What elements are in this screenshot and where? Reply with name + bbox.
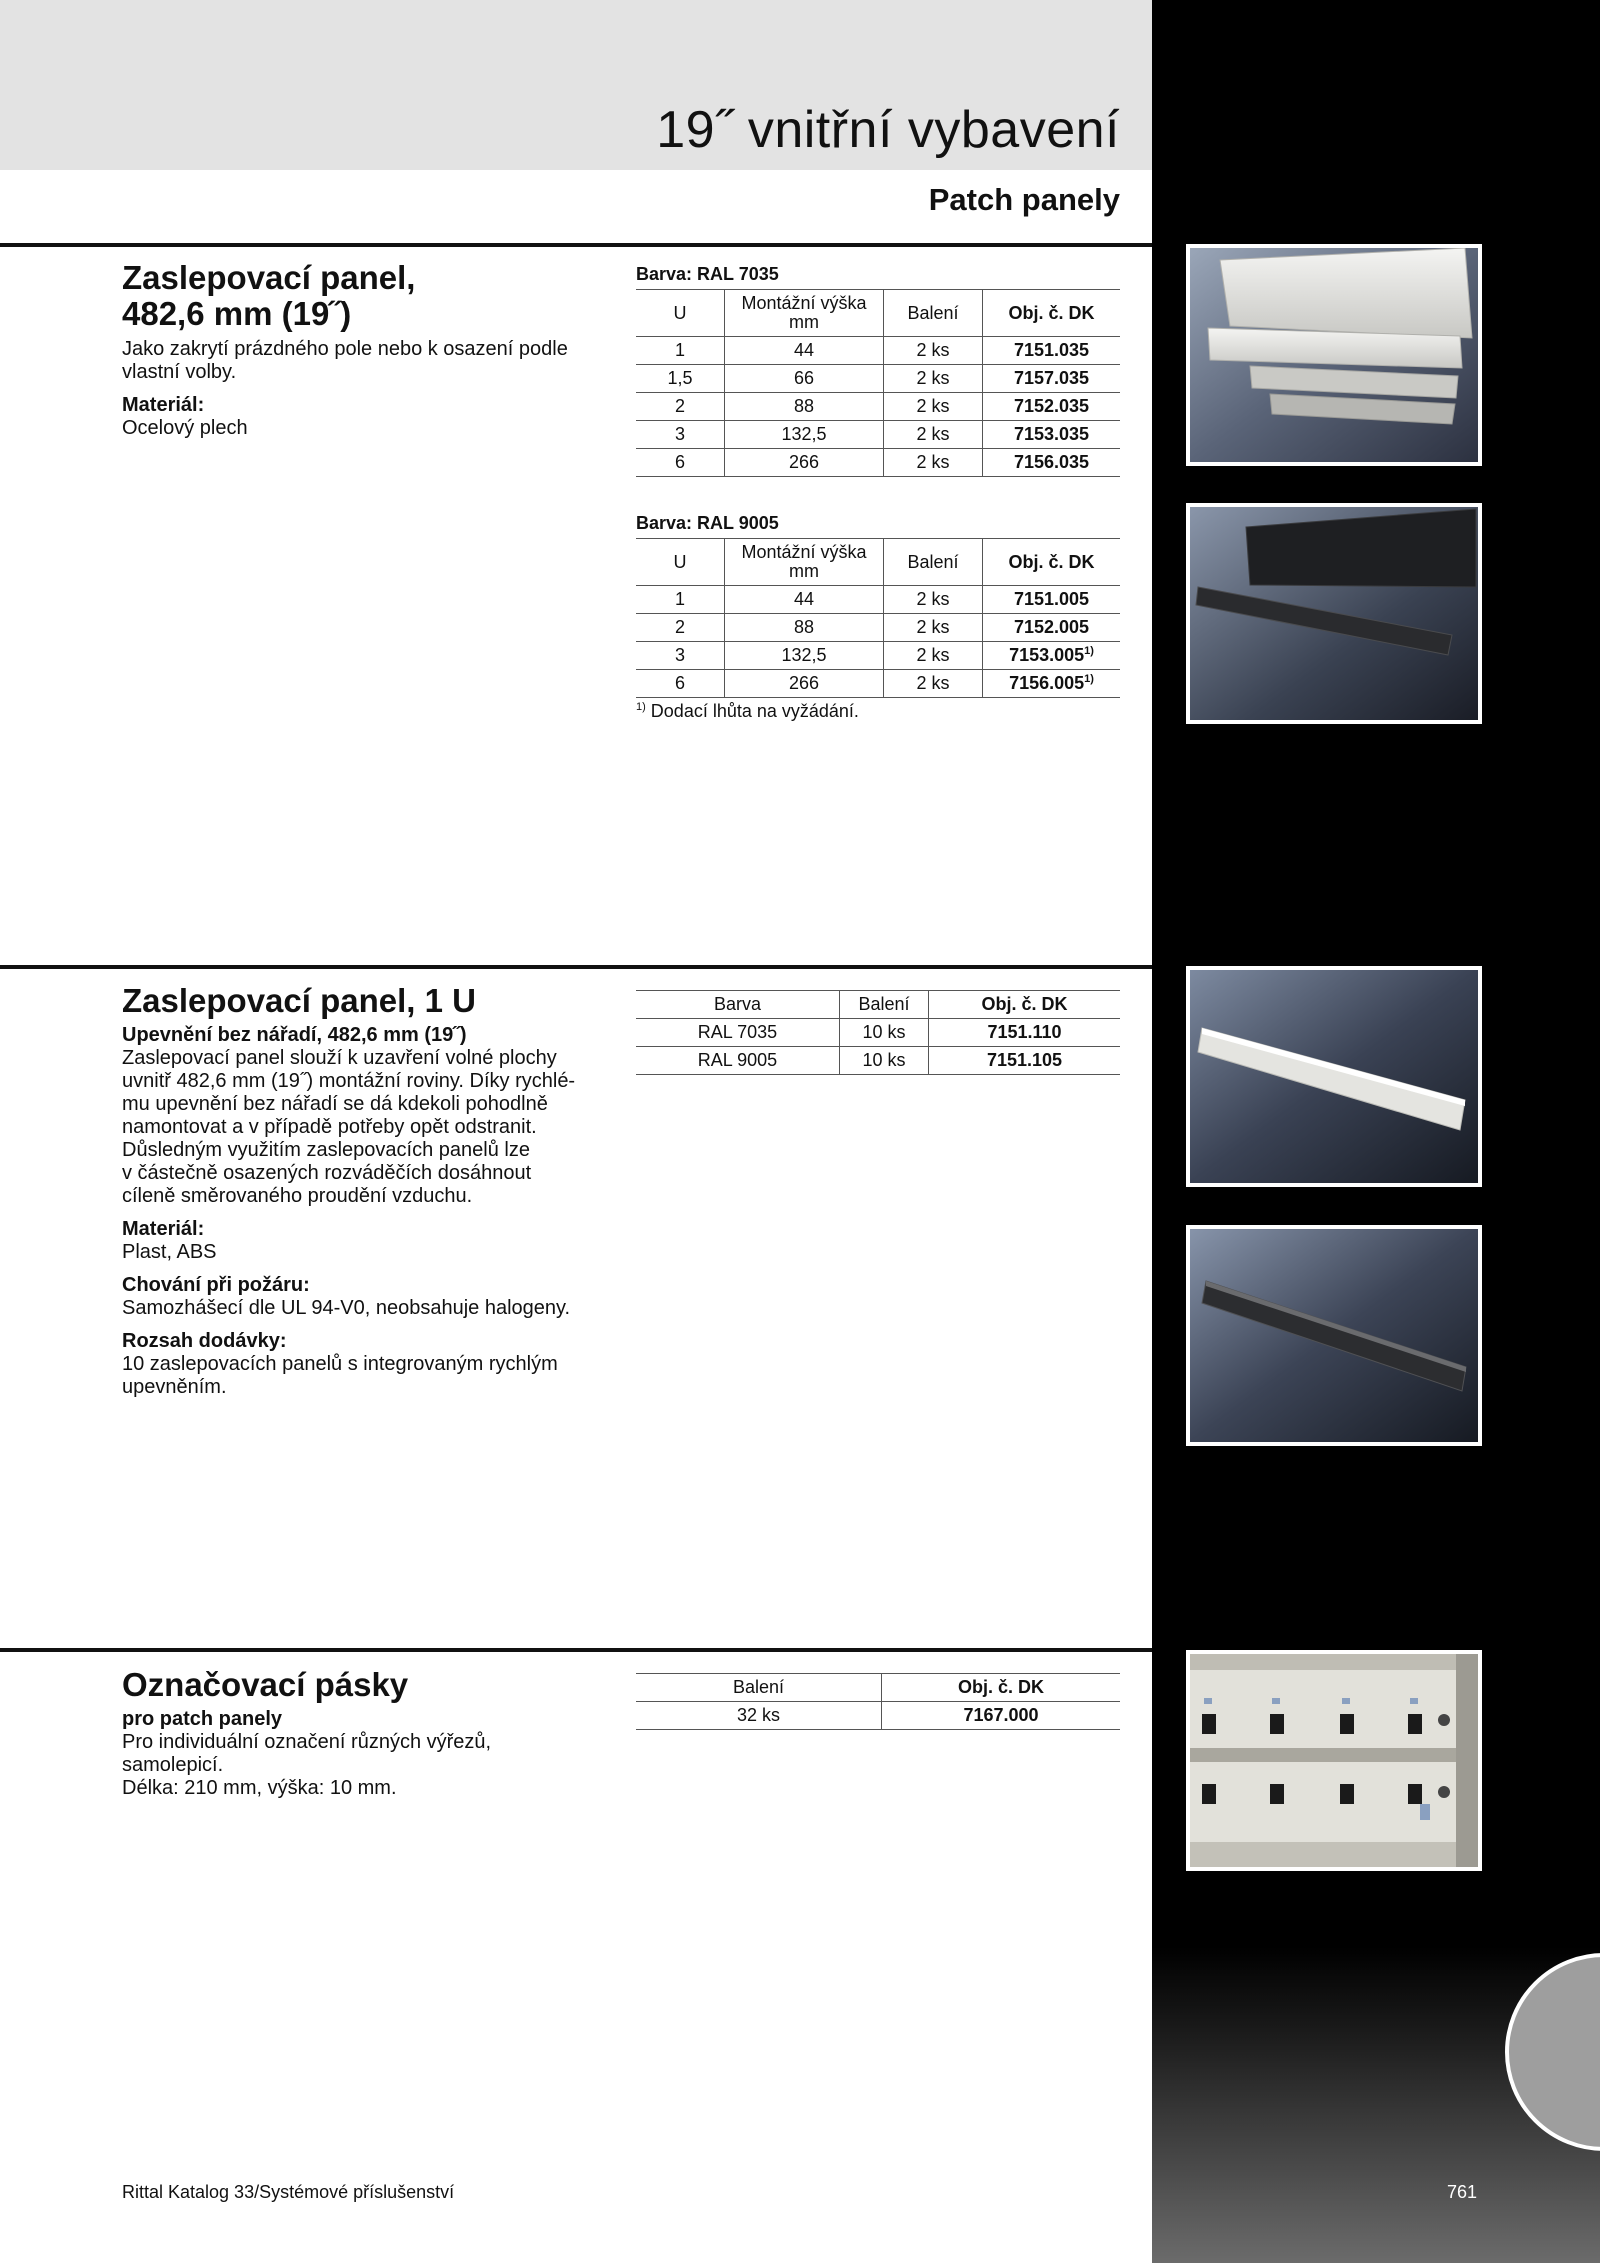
cell-height: 132,5 <box>725 421 884 449</box>
description-line: Zaslepovací panel slouží k uzavření volné plochy <box>122 1047 557 1069</box>
table-header-u: U <box>636 539 725 586</box>
product-photo-patch-panel <box>1186 1650 1482 1871</box>
table-row <box>636 586 1120 614</box>
section-subtitle: pro patch panely <box>122 1708 283 1730</box>
cell-order-no: 7151.105 <box>929 1047 1121 1075</box>
footnote-mark: 1) <box>636 701 646 713</box>
table-header-row <box>636 539 1120 586</box>
cell-height: 88 <box>725 614 884 642</box>
table-row <box>636 642 1120 670</box>
page-title: 19˝ vnitřní vybavení <box>656 101 1120 159</box>
section-divider <box>0 965 1152 969</box>
cell-height: 44 <box>725 586 884 614</box>
cell-u: 3 <box>636 421 725 449</box>
cell-color: RAL 9005 <box>636 1047 840 1075</box>
black-panels-illustration <box>1190 507 1478 720</box>
cell-packaging: 2 ks <box>884 393 983 421</box>
cell-order-no: 7151.035 <box>983 337 1121 365</box>
cell-order-no: 7151.110 <box>929 1019 1121 1047</box>
material-label: Materiál: <box>122 394 205 416</box>
cell-height: 266 <box>725 670 884 698</box>
cell-order-no <box>983 614 1121 642</box>
description-line: Délka: 210 mm, výška: 10 mm. <box>122 1777 397 1799</box>
cell-packaging: 2 ks <box>884 614 983 642</box>
section-blanking-panel-text <box>122 260 612 440</box>
material-value: Ocelový plech <box>122 417 248 439</box>
cell-height: 132,5 <box>725 642 884 670</box>
cell-color: RAL 7035 <box>636 1019 840 1047</box>
cell-order-no: 7153.035 <box>983 421 1121 449</box>
cell-order-no <box>983 670 1121 698</box>
scope-line: 10 zaslepovacích panelů s integrovaným rychlým <box>122 1353 558 1375</box>
footer-catalog: Rittal Katalog 33/Systémové příslušenství <box>122 2182 455 2202</box>
description-line: samolepicí. <box>122 1754 224 1776</box>
table-toolless-panel <box>636 990 1120 1075</box>
section-title-line1: Zaslepovací panel, <box>122 259 416 296</box>
cell-packaging: 2 ks <box>884 586 983 614</box>
table-header-packaging: Balení <box>840 991 929 1019</box>
table-row <box>636 1047 1120 1075</box>
cell-order-no <box>983 642 1121 670</box>
table-row <box>636 670 1120 698</box>
cell-order-no: 7152.035 <box>983 393 1121 421</box>
fire-value: Samozhášecí dle UL 94-V0, neobsahuje halogeny. <box>122 1297 571 1319</box>
table-row <box>636 1702 1120 1730</box>
page-subtitle: Patch panely <box>928 182 1120 217</box>
footnote-ref: 1) <box>1084 645 1094 657</box>
section-title: Zaslepovací panel, 1 U <box>122 982 476 1019</box>
description-line: uvnitř 482,6 mm (19˝) montážní roviny. Díky rychlé- <box>122 1070 576 1092</box>
cell-packaging: 10 ks <box>840 1019 929 1047</box>
table-header-packaging: Balení <box>884 290 983 337</box>
description-line: Pro individuální označení různých výřezů, <box>122 1731 492 1753</box>
table-row <box>636 614 1120 642</box>
cell-order-no: 7167.000 <box>882 1702 1121 1730</box>
section-labeling-strips-text <box>122 1667 622 1800</box>
description-line: Důsledným využitím zaslepovacích panelů lze <box>122 1139 530 1161</box>
product-photo-grey-panels <box>1186 244 1482 466</box>
table-row <box>636 365 1120 393</box>
section-description: Jako zakrytí prázdného pole nebo k osazení podle vlastní volby. <box>122 338 568 383</box>
grey-panels-illustration <box>1190 248 1478 462</box>
table-header-row <box>636 1674 1120 1702</box>
cell-packaging: 10 ks <box>840 1047 929 1075</box>
cell-height: 66 <box>725 365 884 393</box>
section-subtitle: Upevnění bez nářadí, 482,6 mm (19˝) <box>122 1024 467 1046</box>
table-ral9005 <box>636 513 1120 722</box>
cell-order-no: 7157.035 <box>983 365 1121 393</box>
cell-packaging: 32 ks <box>636 1702 882 1730</box>
table-footnote <box>636 701 1120 722</box>
cell-u: 1,5 <box>636 365 725 393</box>
product-photo-dark-1u-panel <box>1186 1225 1482 1446</box>
table-header-packaging: Balení <box>884 539 983 586</box>
cell-order-no <box>983 586 1121 614</box>
order-no: 7152.005 <box>1013 617 1090 637</box>
dark-1u-panel-illustration <box>1190 1229 1478 1442</box>
table-header-row <box>636 991 1120 1019</box>
cell-u: 2 <box>636 614 725 642</box>
cell-height: 44 <box>725 337 884 365</box>
table-header-u: U <box>636 290 725 337</box>
table-header-height: Montážní výška mm <box>725 290 884 337</box>
table-header-order-no: Obj. č. DK <box>983 290 1121 337</box>
order-no: 7151.005 <box>1013 589 1090 609</box>
cell-u: 6 <box>636 449 725 477</box>
section-toolless-panel-text <box>122 983 622 1399</box>
cell-packaging: 2 ks <box>884 337 983 365</box>
footnote-text: Dodací lhůta na vyžádání. <box>650 701 859 721</box>
table-header-row <box>636 290 1120 337</box>
material-value: Plast, ABS <box>122 1241 217 1263</box>
cell-packaging: 2 ks <box>884 365 983 393</box>
table-ral7035 <box>636 264 1120 477</box>
cell-u: 2 <box>636 393 725 421</box>
cell-u: 1 <box>636 337 725 365</box>
description-line: namontovat a v případě potřeby opět odstranit. <box>122 1116 537 1138</box>
light-1u-panel-illustration <box>1190 970 1478 1183</box>
cell-packaging: 2 ks <box>884 421 983 449</box>
product-photo-light-1u-panel <box>1186 966 1482 1187</box>
cell-packaging: 2 ks <box>884 642 983 670</box>
footnote-ref: 1) <box>1084 673 1094 685</box>
section-title: Označovací pásky <box>122 1666 409 1703</box>
material-label: Materiál: <box>122 1218 205 1240</box>
table-row <box>636 1019 1120 1047</box>
table-row <box>636 337 1120 365</box>
table-caption: Barva: RAL 7035 <box>636 264 779 284</box>
description-line: v částečně osazených rozváděčích dosáhnout <box>122 1162 532 1184</box>
cell-order-no: 7156.035 <box>983 449 1121 477</box>
table-row <box>636 449 1120 477</box>
table-header-height: Montážní výška mm <box>725 539 884 586</box>
table-labeling-strips <box>636 1673 1120 1730</box>
cell-u: 3 <box>636 642 725 670</box>
section-divider <box>0 1648 1152 1652</box>
scope-label: Rozsah dodávky: <box>122 1330 287 1352</box>
fire-label: Chování při požáru: <box>122 1274 310 1296</box>
table-row <box>636 421 1120 449</box>
order-no: 7153.005 <box>1009 645 1085 665</box>
cell-packaging: 2 ks <box>884 449 983 477</box>
table-caption: Barva: RAL 9005 <box>636 513 779 533</box>
scope-line: upevněním. <box>122 1376 227 1398</box>
product-photo-black-panels <box>1186 503 1482 724</box>
cell-height: 266 <box>725 449 884 477</box>
section-divider <box>0 243 1152 247</box>
description-line: cíleně směrovaného proudění vzduchu. <box>122 1185 473 1207</box>
cell-packaging: 2 ks <box>884 670 983 698</box>
table-row <box>636 393 1120 421</box>
cell-height: 88 <box>725 393 884 421</box>
patch-panel-illustration <box>1190 1654 1478 1867</box>
cell-u: 1 <box>636 586 725 614</box>
table-header-packaging: Balení <box>636 1674 882 1702</box>
cell-u: 6 <box>636 670 725 698</box>
table-header-color: Barva <box>636 991 840 1019</box>
table-header-order-no: Obj. č. DK <box>983 539 1121 586</box>
table-header-order-no: Obj. č. DK <box>929 991 1121 1019</box>
page-number: 761 <box>1447 2182 1478 2202</box>
order-no: 7156.005 <box>1009 673 1085 693</box>
table-header-order-no: Obj. č. DK <box>882 1674 1121 1702</box>
description-line: mu upevnění bez nářadí se dá kdekoli pohodlně <box>122 1093 548 1115</box>
section-title-line2: 482,6 mm (19˝) <box>122 295 352 332</box>
